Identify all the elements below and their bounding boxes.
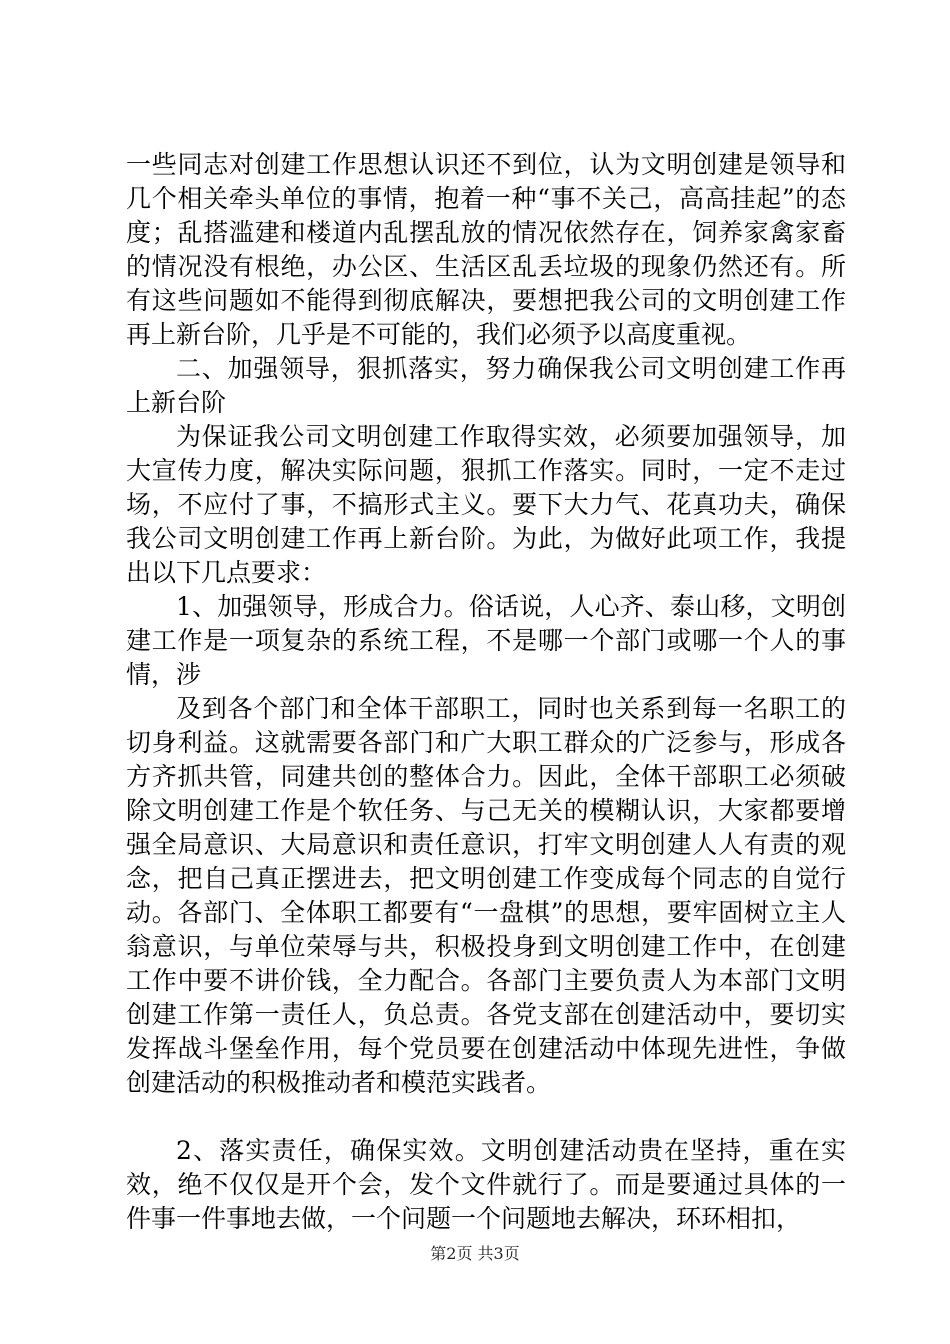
paragraph-point-one-continued: 及到各个部门和全体干部职工，同时也关系到每一名职工的切身利益。这就需要各部门和广大职工群众的广泛参与，形成各方齐抓共管，同建共创的整体合力。因此，全体干部职工必须破除文明创建工作是个软任务、与己无关的模糊认识，大家都要增强全局意识、大局意识和责任意识，打牢文明创建人人有责的观念，把自己真正摆进去，把文明创建工作变成每个同志的自觉行动。各部门、全体职工都要有“一盘棋”的思想，要牢固树立主人翁意识，与单位荣辱与共，积极投身到文明创建工作中，在创建工作中要不讲价钱，全力配合。各部门主要负责人为本部门文明创建工作第一责任人，负总责。各党支部在创建活动中，要切实发挥战斗堡垒作用，每个党员要在创建活动中体现先进性，争做创建活动的积极推动者和模范实践者。	[126, 694, 846, 1097]
page-footer	[0, 1244, 950, 1264]
paragraph-point-one: 1、加强领导，形成合力。俗话说，人心齐、泰山移，文明创建工作是一项复杂的系统工程，不是哪一个部门或哪一个人的事情，涉	[126, 592, 846, 689]
document-body	[126, 148, 846, 1236]
paragraph-point-two: 2、落实责任，确保实效。文明创建活动贵在坚持，重在实效，绝不仅仅是开个会，发个文件就行了。而是要通过具体的一件事一件事地去做，一个问题一个问题地去解决，环环相扣，	[126, 1136, 846, 1233]
section-heading-two: 二、加强领导，狠抓落实，努力确保我公司文明创建工作再上新台阶	[126, 354, 846, 417]
paragraph-spacer	[126, 1100, 846, 1134]
paragraph-problems: 一些同志对创建工作思想认识还不到位，认为文明创建是领导和几个相关牵头单位的事情，抱着一种“事不关己，高高挂起”的态度；乱搭滥建和楼道内乱摆乱放的情况依然存在，饲养家禽家畜的情况没有根绝，办公区、生活区乱丢垃圾的现象仍然还有。所有这些问题如不能得到彻底解决，要想把我公司的文明创建工作再上新台阶，几乎是不可能的，我们必须予以高度重视。	[126, 150, 846, 349]
paragraph-ensure-results: 为保证我公司文明创建工作取得实效，必须要加强领导，加大宣传力度，解决实际问题，狠抓工作落实。同时，一定不走过场，不应付了事，不搞形式主义。要下大力气、花真功夫，确保我公司文明创建工作再上新台阶。为此，为做好此项工作，我提出以下几点要求：	[126, 422, 846, 587]
page-number-label: 第2页 共3页	[430, 1244, 520, 1263]
